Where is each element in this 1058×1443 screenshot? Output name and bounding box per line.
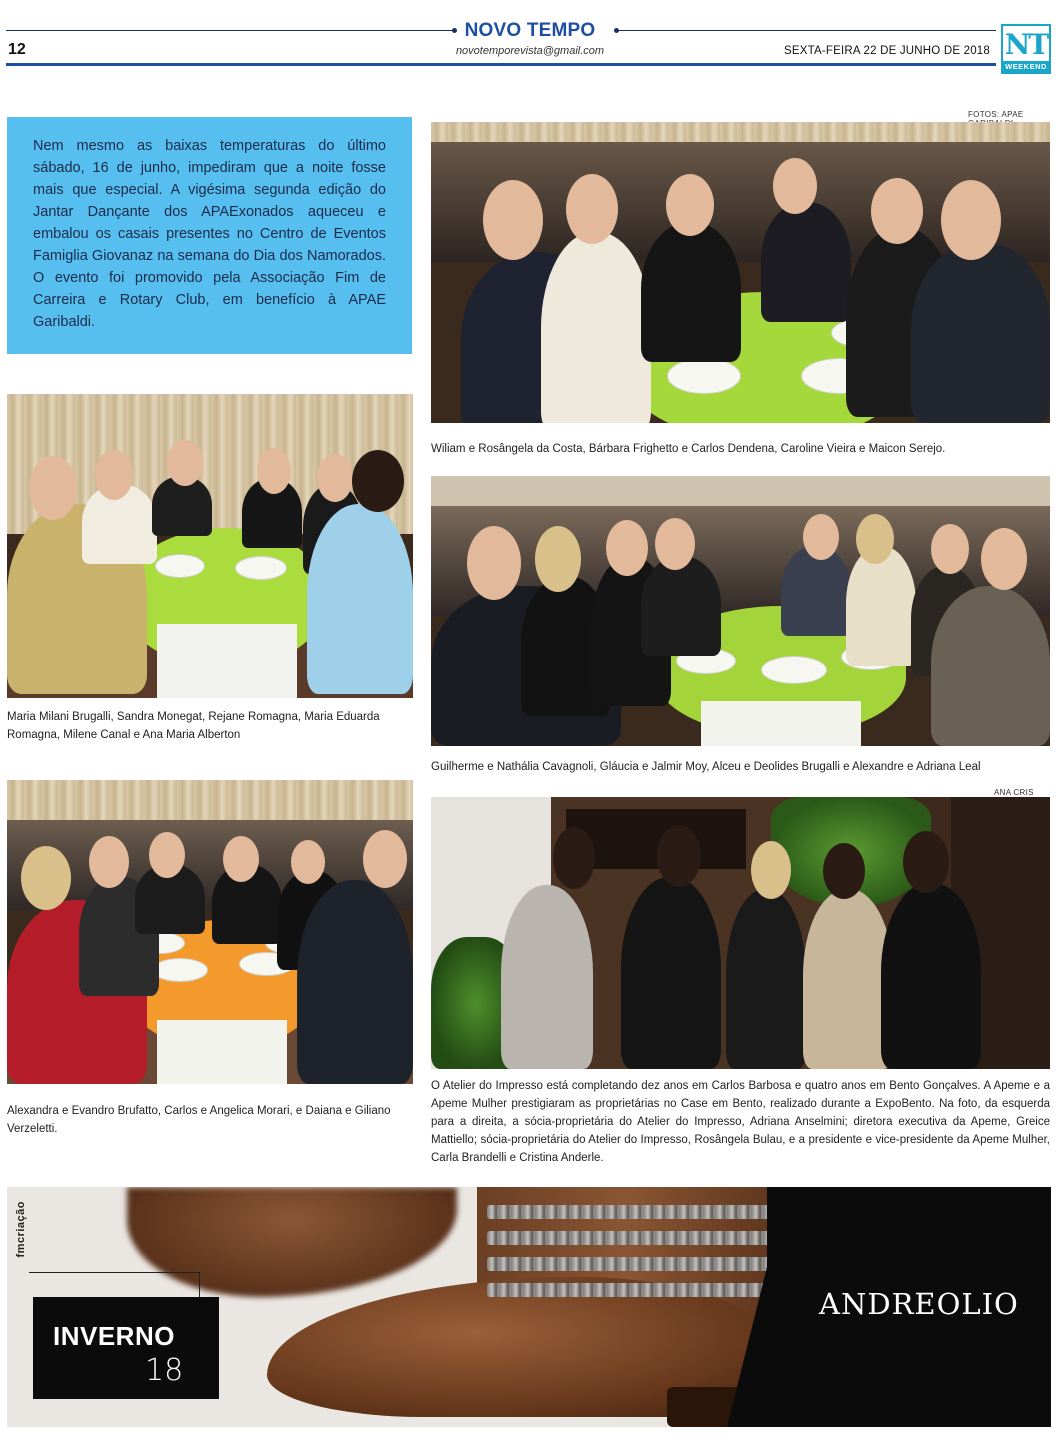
guest <box>307 504 413 694</box>
guest-head <box>941 180 1001 260</box>
plate <box>155 554 205 578</box>
caption-mid-right: Guilherme e Nathália Cavagnoli, Gláucia e Jalmir Moy, Alceu e Deolides Brugalli e Alexandre e Adriana Leal <box>431 761 981 773</box>
guest-head <box>95 450 133 500</box>
caption-top-right: Wiliam e Rosângela da Costa, Bárbara Frighetto e Carlos Dendena, Caroline Vieira e Maicon Serejo. <box>431 443 946 455</box>
guest <box>501 885 593 1069</box>
guest-head <box>483 180 543 260</box>
guest-head <box>21 846 71 910</box>
guest-head <box>903 831 949 893</box>
guest-head <box>871 178 923 244</box>
guest-head <box>89 836 129 888</box>
guest-head <box>773 158 817 214</box>
guest <box>803 889 893 1069</box>
event-photo-top-right <box>431 122 1050 423</box>
guest <box>726 889 806 1069</box>
header-rule-right <box>618 30 996 31</box>
guest <box>846 546 916 666</box>
guest-head <box>467 526 521 600</box>
guest <box>761 202 851 322</box>
event-photo-mid-left <box>7 394 413 698</box>
campaign-number: 18 <box>145 1353 184 1388</box>
guest-head <box>363 830 407 888</box>
caption-mid-left: Maria Milani Brugalli, Sandra Monegat, Rejane Romagna, Maria Eduarda Romagna, Milene Canal e Ana Maria Alberton <box>7 711 380 741</box>
logo-letters: NT <box>1004 28 1048 61</box>
guest-head <box>666 174 714 236</box>
guest-head <box>606 520 648 576</box>
guest-head <box>856 514 894 564</box>
header-rule-left <box>6 30 454 31</box>
guest-head <box>657 825 701 887</box>
guest <box>297 880 413 1084</box>
event-photo-mid-right <box>431 476 1050 746</box>
caption-bottom-left: Alexandra e Evandro Brufatto, Carlos e Angelica Morari, e Daiana e Giliano Verzeletti. <box>7 1105 391 1135</box>
page-number: 12 <box>8 41 26 58</box>
photo-credit-atelier: ANA CRIS <box>994 788 1034 797</box>
guest-head <box>655 518 695 570</box>
guest-head <box>29 456 77 520</box>
guest-head <box>803 514 839 560</box>
photo-credit-top: FOTOS: APAE <box>968 110 1024 119</box>
guest-head <box>823 843 865 899</box>
plate <box>235 556 287 580</box>
table-skirt <box>157 624 297 698</box>
nt-weekend-logo <box>1001 24 1051 74</box>
publication-email[interactable]: novotemporevista@gmail.com <box>455 45 605 57</box>
guest-head <box>981 528 1027 590</box>
guest-head <box>931 524 969 574</box>
andreolio-advertisement[interactable] <box>7 1187 1051 1427</box>
guest <box>641 556 721 656</box>
agency-credit: fmcriação <box>15 1201 27 1258</box>
caption-bottom-right: O Atelier do Impresso está completando dez anos em Carlos Barbosa e quatro anos em Bento Gonçalves. A Apeme e a Apeme Mulher prestigiaram as proprietárias no Case em Bento, realizado durante a ExpoBento. Na foto, da esquerda para a direita, a sócia-proprietária do Atelier do Impresso, Adriana Anselmini; diretora executiva da Apeme, Greice Mattiello; sócia-proprietária do Atelier do Impresso, Rosângela Bulau, e a presidente e vice-presidente da Apeme Mulher, Carla Brandelli e Cristina Anderle. <box>431 1080 1050 1164</box>
guest <box>931 586 1050 746</box>
guest-head <box>291 840 325 884</box>
guest <box>911 242 1050 423</box>
logo-tagline: WEEKEND <box>1003 61 1049 72</box>
guest-head <box>352 450 404 512</box>
guest-head <box>535 526 581 592</box>
guest-head <box>223 836 259 882</box>
table-skirt <box>701 701 861 746</box>
guest <box>541 232 651 423</box>
header-underline <box>6 63 996 66</box>
event-photo-bottom-right <box>431 797 1050 1069</box>
intro-box <box>7 117 412 354</box>
guest-head <box>257 448 291 494</box>
guest-head <box>149 832 185 878</box>
guest-head <box>167 440 203 486</box>
brand-logo: ANDREOLIO <box>819 1287 1019 1321</box>
campaign-word: INVERNO <box>53 1321 175 1351</box>
table-skirt <box>157 1020 287 1084</box>
guest-head <box>566 174 618 244</box>
plate <box>667 358 741 394</box>
plate <box>152 958 208 982</box>
guest <box>641 222 741 362</box>
plate <box>761 656 827 684</box>
guest <box>881 883 981 1069</box>
issue-date: SEXTA-FEIRA 22 DE JUNHO DE 2018 <box>783 45 990 57</box>
guest-head <box>553 827 595 889</box>
guest-head <box>751 841 791 899</box>
guest <box>781 546 851 636</box>
guest-head <box>317 454 353 502</box>
guest <box>621 877 721 1069</box>
publication-title: NOVO TEMPO <box>464 20 596 41</box>
intro-text: Nem mesmo as baixas temperaturas do último sábado, 16 de junho, impediram que a noite fosse mais que especial. A vigésima segunda edição do Jantar Dançante dos APAExonados aqueceu e embalou os casais presentes no Centro de Eventos Famiglia Giovanaz na semana do Dia dos Namorados. O evento foi promovido pela Associação Fim de Carreira e Rotary Club, em benefício à APAE Garibaldi. <box>33 138 386 330</box>
event-photo-bottom-left <box>7 780 413 1084</box>
